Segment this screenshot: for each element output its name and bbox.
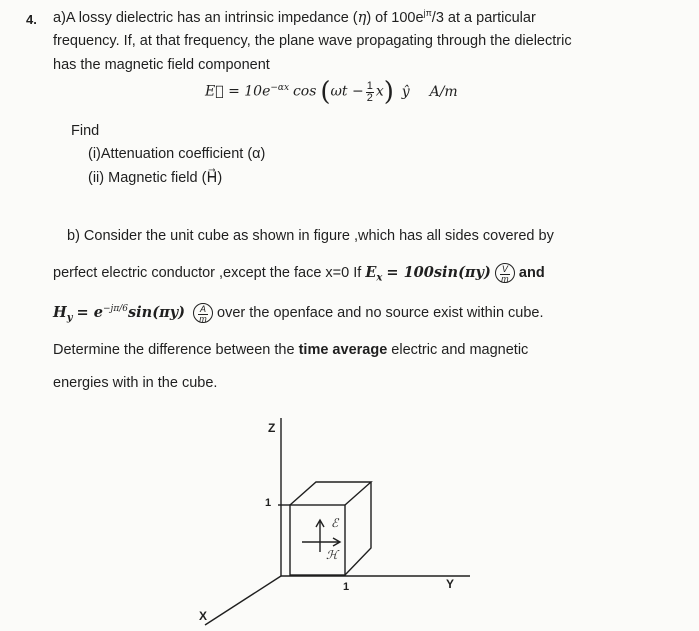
hy-expression-post: sin(πy)	[128, 303, 185, 321]
equation-unit-vector: ŷ	[401, 83, 410, 100]
impedance-exponent: jπ	[423, 8, 432, 18]
question-number: 4.	[26, 12, 37, 27]
ex-expression: = 100sin(πy)	[386, 263, 491, 281]
part-b-line1: b) Consider the unit cube as shown in figure ,which has all sides covered by	[67, 228, 554, 244]
equation-cos: cos	[292, 83, 317, 100]
x-axis-label: X	[199, 609, 208, 623]
part-b-line5: energies with in the cube.	[53, 375, 218, 391]
find-item-1: (i)Attenuation coefficient (α)	[88, 146, 266, 162]
h-field-label: ℋ	[326, 548, 338, 562]
eta-symbol: η	[357, 9, 367, 26]
equation-lhs: E⃗ = 10e	[205, 83, 271, 100]
field-equation: E⃗ = $10e^{-\alpha x}$ cos (ωt − $\frac{1}{2}$ x) ŷ A/m	[205, 77, 458, 107]
find-item-2: (ii) Magnetic field (H⃗)	[88, 170, 223, 186]
hy-exponent: −jπ/6	[102, 304, 128, 314]
part-b-line2-text: perfect electric conductor ,except the face x=0 If	[53, 264, 362, 281]
part-b-and: and	[518, 264, 545, 281]
equation-inner: ωt −	[330, 83, 364, 100]
y-axis-label: Y	[446, 577, 455, 591]
y-tick-label: 1	[343, 581, 350, 593]
z-axis-label: Z	[268, 421, 276, 435]
x-axis	[205, 576, 281, 625]
ex-subscript: x	[376, 272, 383, 284]
find-label: Find	[71, 123, 100, 139]
equation-x: x	[375, 83, 384, 100]
cube-side-face	[345, 482, 371, 575]
part-b-line3-text: over the openface and no source exist within cube.	[217, 304, 544, 321]
hy-symbol: H	[53, 303, 67, 321]
e-field-label: ℰ	[331, 516, 339, 530]
part-b-line4-post: electric and magnetic	[391, 342, 529, 358]
volt-per-meter-unit: $\frac{V}{m}$	[495, 263, 515, 283]
part-a-line1-tail: /3 at a particular	[431, 9, 536, 26]
part-a-line3: has the magnetic field component	[53, 57, 270, 73]
ex-symbol: E	[365, 263, 377, 281]
hy-subscript: y	[66, 312, 73, 324]
equation-exponent: −αx	[270, 83, 290, 94]
z-tick-label: 1	[265, 497, 272, 509]
cube-top-face	[290, 482, 371, 505]
part-b-line4-pre: Determine the difference between the	[53, 342, 295, 358]
part-a-line1-text: a)A lossy dielectric has an intrinsic impedance (	[53, 9, 358, 26]
part-a-line1-mid: ) of 100e	[366, 9, 424, 26]
equation-unit: A/m	[429, 83, 458, 100]
amp-per-meter-unit: $\frac{A}{m}$	[193, 303, 213, 323]
part-b-line4-bold: time average	[298, 342, 388, 358]
hy-expression-pre: = e	[76, 303, 103, 321]
part-a-line2: frequency. If, at that frequency, the plane wave propagating through the dielectric	[53, 33, 572, 49]
equation-fraction: $\frac{1}{2}$	[366, 79, 373, 104]
